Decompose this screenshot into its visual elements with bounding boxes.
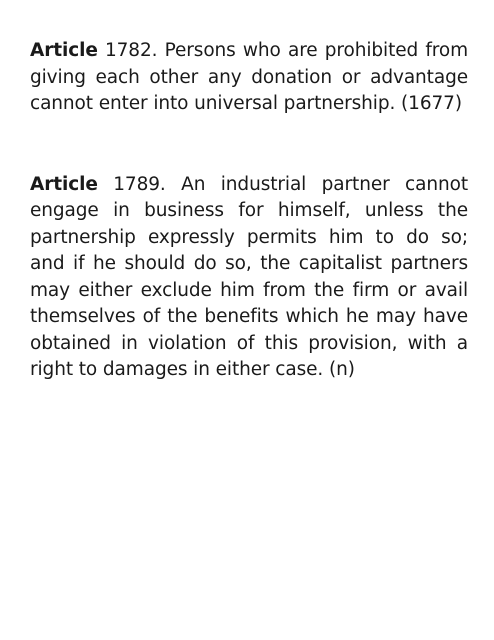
article-1782 xyxy=(30,38,468,118)
document-page xyxy=(30,38,468,384)
article-label: Article xyxy=(30,40,98,61)
article-1789 xyxy=(30,172,468,384)
article-label: Article xyxy=(30,173,98,195)
article-text: 1789. An industrial partner cannot engage in business for himself, unless the partnership expressly permits him to do so; and if he should do so, the capitalist partners may either exclude him from the firm or avail themselves of the benefits which he may have obtained in violation of this provision, with a right to damages in either case. (n) xyxy=(30,173,468,380)
article-text: 1782. Persons who are prohibited from giving each other any donation or advantage cannot enter into universal partnership. (1677) xyxy=(30,40,468,114)
